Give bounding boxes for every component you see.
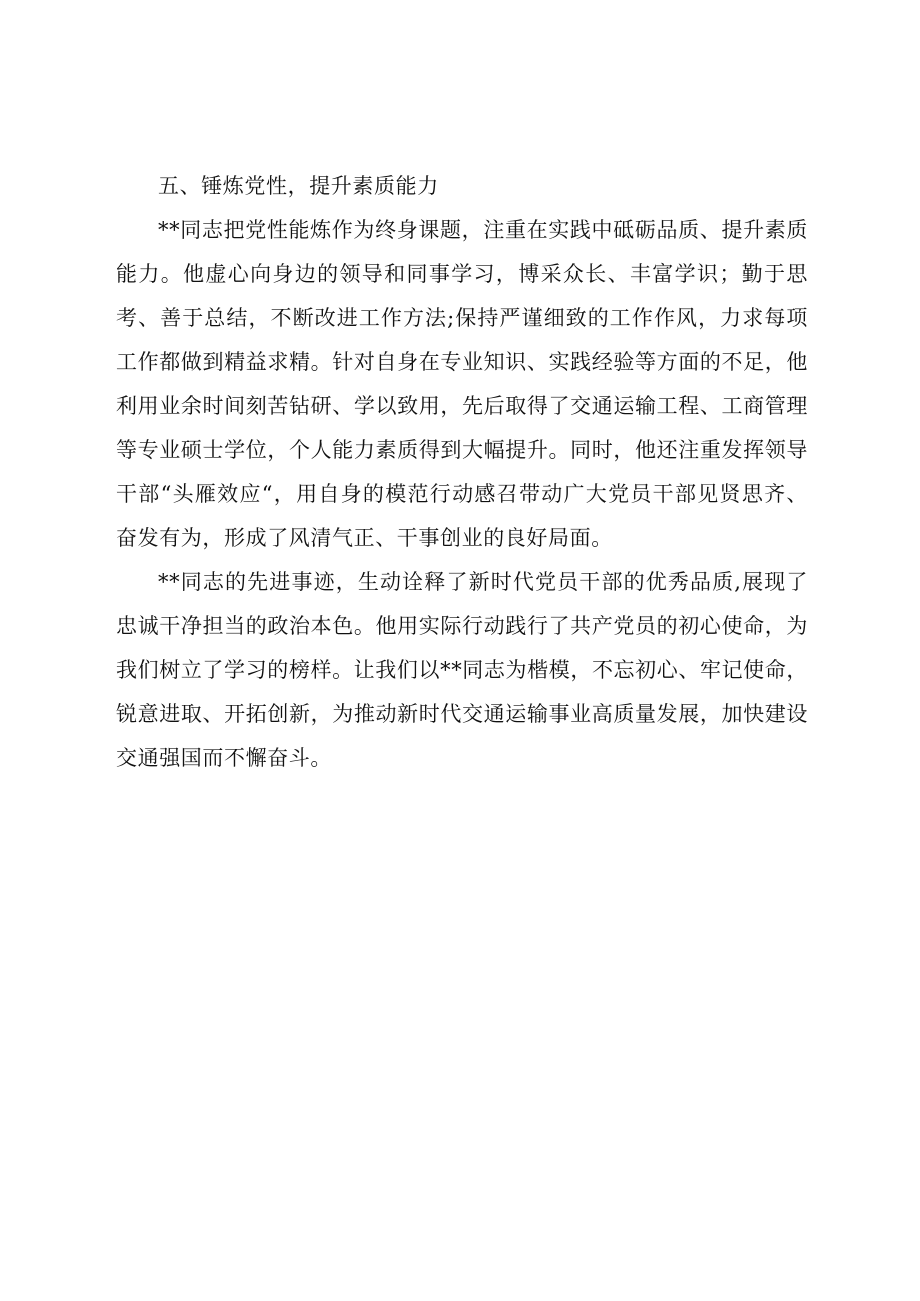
paragraph-character-building: **同志把党性能炼作为终身课题，注重在实践中砥砺品质、提升素质能力。他虚心向身边的领导和同事学习，博采众长、丰富学识；勤于思考、善于总结，不断改进工作方法;保持严谨细致的工作作风，力求每项工作都做到精益求精。针对自身在专业知识、实践经验等方面的不足，他利用业余时间刻苦钻研、学以致用，先后取得了交通运输工程、工商管理等专业硕士学位，个人能力素质得到大幅提升。同时，他还注重发挥领导干部“头雁效应“，用自身的模范行动感召带动广大党员干部见贤思齐、奋发有为，形成了风清气正、干事创业的良好局面。 bbox=[116, 218, 808, 550]
document-body bbox=[116, 164, 808, 780]
paragraph-conclusion: **同志的先进事迹，生动诠释了新时代党员干部的优秀品质,展现了忠诚干净担当的政治本色。他用实际行动践行了共产党员的初心使命，为我们树立了学习的榜样。让我们以**同志为楷模，不忘初心、牢记使命，锐意进取、开拓创新，为推动新时代交通运输事业高质量发展，加快建设交通强国而不懈奋斗。 bbox=[116, 570, 808, 770]
section-heading: 五、锤炼党性，提升素质能力 bbox=[158, 174, 439, 198]
